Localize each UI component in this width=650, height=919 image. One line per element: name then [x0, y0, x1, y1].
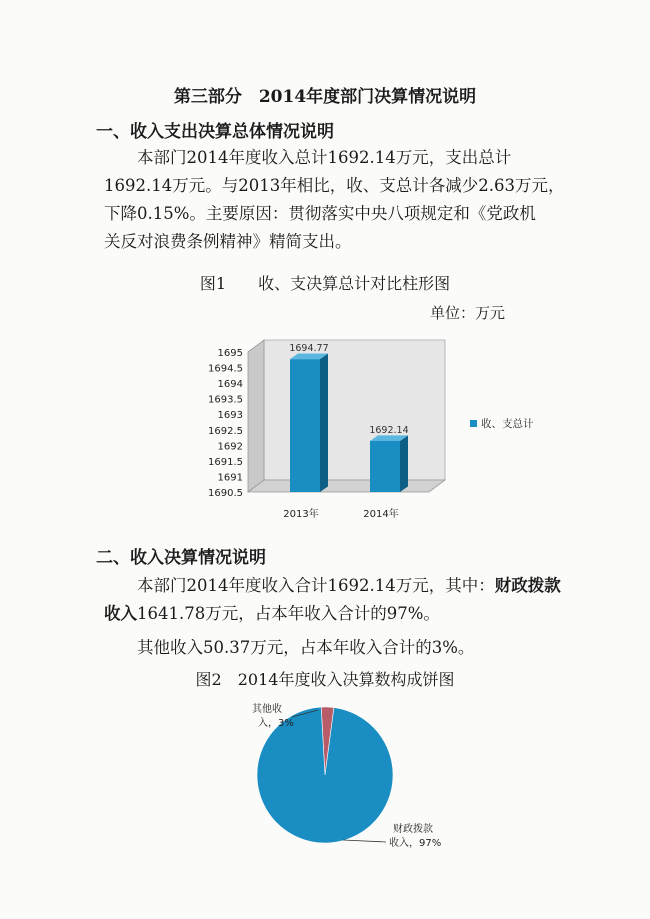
legend-label: 收、支总计 [481, 418, 534, 430]
bar-side [320, 354, 328, 492]
y-tick-label: 1692 [217, 441, 243, 453]
bar [370, 441, 400, 492]
bar [290, 359, 320, 492]
section-2-paragraph [104, 572, 574, 662]
paragraph-text: 本部门2014年度收入合计1692.14万元，其中： [137, 576, 495, 595]
paragraph-line: 下降0.15%。主要原因：贯彻落实中央八项规定和《党政机 [104, 204, 536, 223]
y-tick-label: 1693 [217, 410, 243, 422]
pie-label: 其他收 [252, 704, 282, 715]
pie-label: 收入，97% [389, 838, 442, 849]
bar-side [400, 435, 408, 492]
paragraph-line-text: 本部门2014年度收入总计1692.14万元，支出总计 [137, 148, 512, 167]
legend [470, 417, 534, 430]
paragraph-text: 1641.78万元，占本年收入合计的97%。 [137, 604, 440, 623]
pie-label: 入，3% [258, 718, 294, 729]
section-heading-2: 二、收入决算情况说明 [96, 548, 266, 568]
data-label: 1692.14 [369, 424, 409, 436]
paragraph-line [104, 600, 574, 628]
unit-label: 单位：万元 [430, 304, 506, 322]
y-tick-label: 1692.5 [208, 425, 243, 437]
paragraph-text: 其他收入50.37万元，占本年收入合计的3%。 [137, 638, 475, 657]
section-1-paragraph [104, 144, 574, 256]
figure1-caption: 图1 收、支决算总计对比柱形图 [199, 274, 451, 293]
bold-text: 收入 [104, 604, 137, 623]
y-tick-label: 1693.5 [208, 394, 243, 406]
paragraph-line [104, 144, 574, 172]
x-tick-label: 2013年 [283, 509, 319, 520]
paragraph-line: 1692.14万元。与2013年相比，收、支总计各减少2.63万元， [104, 176, 565, 195]
side-wall [248, 340, 264, 492]
floor [248, 480, 445, 492]
section-heading-1: 一、收入支出决算总体情况说明 [96, 122, 334, 142]
x-tick-label: 2014年 [363, 509, 399, 520]
y-tick-label: 1691 [217, 472, 243, 484]
leader-line [343, 840, 386, 842]
paragraph-line [104, 572, 574, 600]
pie-chart [0, 698, 650, 898]
bold-text: 财政拨款 [494, 576, 561, 595]
paragraph-line [104, 634, 574, 662]
y-tick-label: 1690.5 [208, 488, 243, 499]
data-label: 1694.77 [289, 343, 329, 355]
paragraph-line: 关反对浪费条例精神》精简支出。 [104, 232, 352, 251]
y-tick-label: 1694 [217, 379, 243, 391]
legend-swatch [470, 420, 477, 427]
figure2-caption: 图2 2014年度收入决算数构成饼图 [195, 670, 455, 689]
y-tick-label: 1694.5 [208, 363, 243, 375]
page-title: 第三部分 2014年度部门决算情况说明 [173, 87, 477, 107]
pie-label: 财政拨款 [393, 824, 433, 835]
bar-chart [0, 320, 650, 550]
y-tick-label: 1695 [217, 348, 243, 359]
y-tick-label: 1691.5 [208, 456, 243, 468]
